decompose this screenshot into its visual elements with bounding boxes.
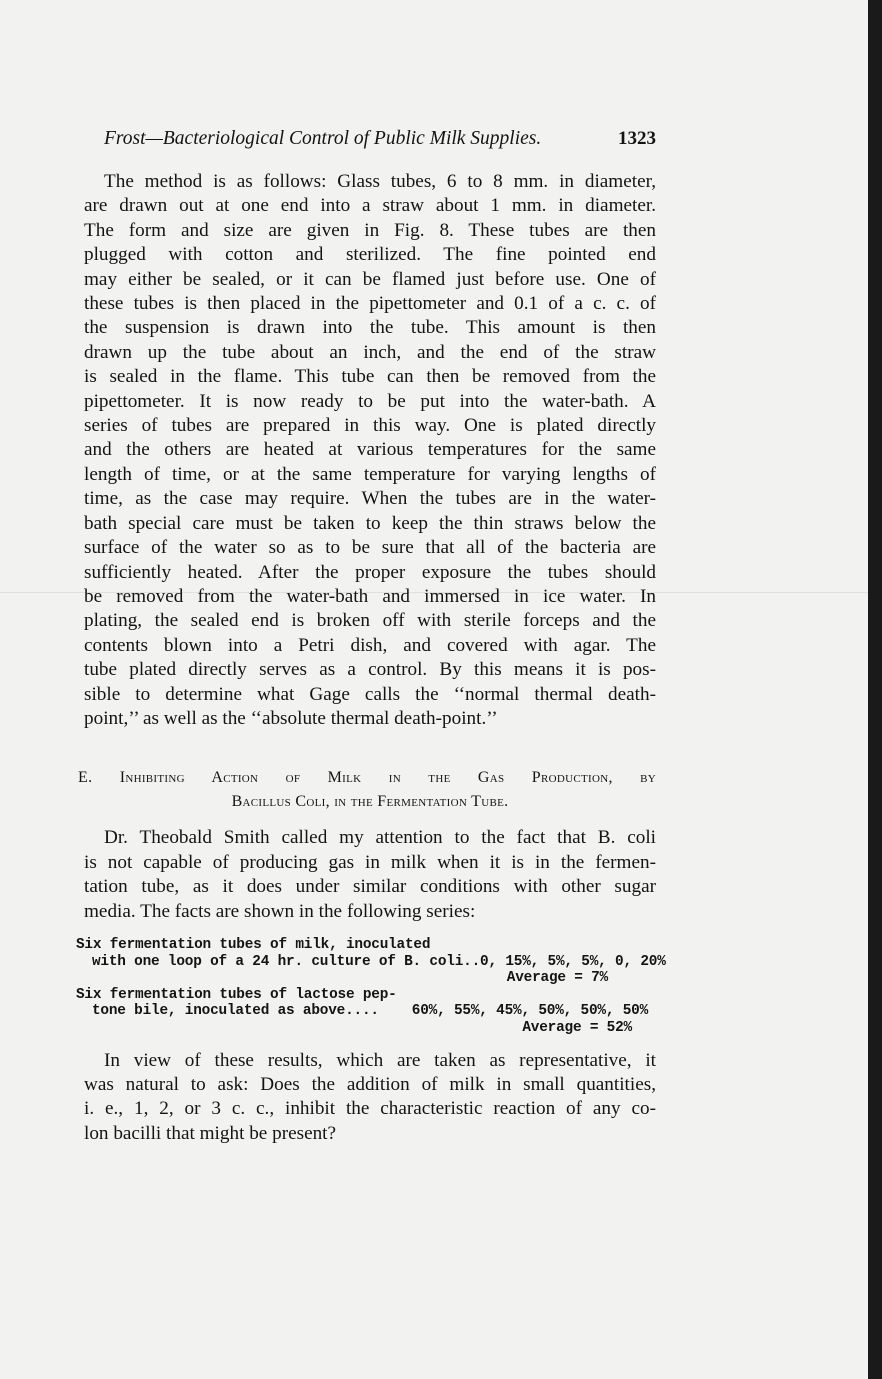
bile-series-label-2: tone bile, inoculated as above.... [92, 1003, 379, 1020]
text-line: may either be sealed, or it can be flamed just before use. One of [84, 268, 656, 290]
section-heading-line-2: Bacillus Coli, in the Fermentation Tube. [231, 793, 509, 811]
section-heading-e [78, 766, 656, 814]
text-line: time, as the case may require. When the tubes are in the water- [84, 488, 656, 510]
milk-series-values: 0, 15%, 5%, 5%, 0, 20% [480, 953, 666, 970]
text-line: bath special care must be taken to keep the thin straws below the [84, 512, 656, 534]
milk-series-label-2: with one loop of a 24 hr. culture of B. coli.. [92, 953, 481, 970]
text-line: media. The facts are shown in the following series: [84, 900, 476, 922]
milk-series-average: Average = 7% [506, 970, 608, 987]
text-line: lon bacilli that might be present? [84, 1122, 337, 1144]
paragraph-method [84, 170, 656, 731]
text-line: sible to determine what Gage calls the ‘‘normal thermal death- [84, 683, 656, 705]
paragraph-question [84, 1049, 656, 1147]
text-line: The form and size are given in Fig. 8. These tubes are then [84, 219, 656, 241]
table-row [76, 953, 666, 971]
text-line: be removed from the water-bath and immersed in ice water. In [84, 585, 656, 607]
text-line: length of time, or at the same temperature for varying lengths of [84, 463, 656, 485]
text-line: point,’’ as well as the ‘‘absolute thermal death-point.’’ [84, 707, 498, 729]
text-line: and the others are heated at various temperatures for the same [84, 439, 656, 461]
table-row-label [76, 987, 648, 1004]
text-line: Dr. Theobald Smith called my attention to the fact that B. coli [104, 827, 656, 849]
text-line: is sealed in the flame. This tube can then be removed from the [84, 366, 656, 388]
bile-series-average: Average = 52% [522, 1019, 632, 1036]
table-row-label [76, 937, 648, 954]
text-line: plugged with cotton and sterilized. The fine pointed end [84, 244, 656, 266]
text-line: surface of the water so as to be sure that all of the bacteria are [84, 537, 656, 559]
paragraph-smith [84, 826, 656, 924]
text-line: The method is as follows: Glass tubes, 6 to 8 mm. in diameter, [104, 171, 656, 192]
text-line: was natural to ask: Does the addition of milk in small quantities, [84, 1073, 656, 1095]
scan-page-edge [868, 0, 882, 1379]
text-line: i. e., 1, 2, or 3 c. c., inhibit the characteristic reaction of any co- [84, 1098, 656, 1120]
milk-series-label-1: Six fermentation tubes of milk, inoculated [76, 936, 431, 953]
page-number: 1323 [618, 128, 656, 149]
page-content [76, 128, 666, 1146]
text-line: In view of these results, which are taken as representative, it [104, 1049, 656, 1071]
fermentation-series-table [76, 936, 666, 1037]
text-line: plating, the sealed end is broken off with sterile forceps and the [84, 610, 656, 632]
running-head-title: Frost—Bacteriological Control of Public Milk Supplies. [104, 128, 542, 149]
section-heading-line-1: E. Inhibiting Action of Milk in the Gas Production, by [78, 769, 656, 787]
text-line: sufficiently heated. After the proper exposure the tubes should [84, 561, 656, 583]
text-line: tube plated directly serves as a control. By this means it is pos- [84, 659, 656, 681]
text-line: tation tube, as it does under similar conditions with other sugar [84, 876, 656, 898]
text-line: the suspension is drawn into the tube. This amount is then [84, 317, 656, 339]
bile-series-values: 60%, 55%, 45%, 50%, 50%, 50% [411, 1003, 648, 1020]
text-line: is not capable of producing gas in milk when it is in the fermen- [84, 851, 656, 873]
text-line: are drawn out at one end into a straw about 1 mm. in diameter. [84, 195, 656, 217]
text-line: contents blown into a Petri dish, and covered with agar. The [84, 634, 656, 656]
bile-series-label-1: Six fermentation tubes of lactose pep- [76, 986, 397, 1003]
text-line: series of tubes are prepared in this way. One is plated directly [84, 415, 656, 437]
table-row [76, 1003, 648, 1020]
text-line: pipettometer. It is now ready to be put into the water-bath. A [84, 390, 656, 412]
text-line: drawn up the tube about an inch, and the end of the straw [84, 341, 656, 363]
text-line: these tubes is then placed in the pipettometer and 0.1 of a c. c. of [84, 293, 656, 315]
running-head [104, 128, 656, 158]
